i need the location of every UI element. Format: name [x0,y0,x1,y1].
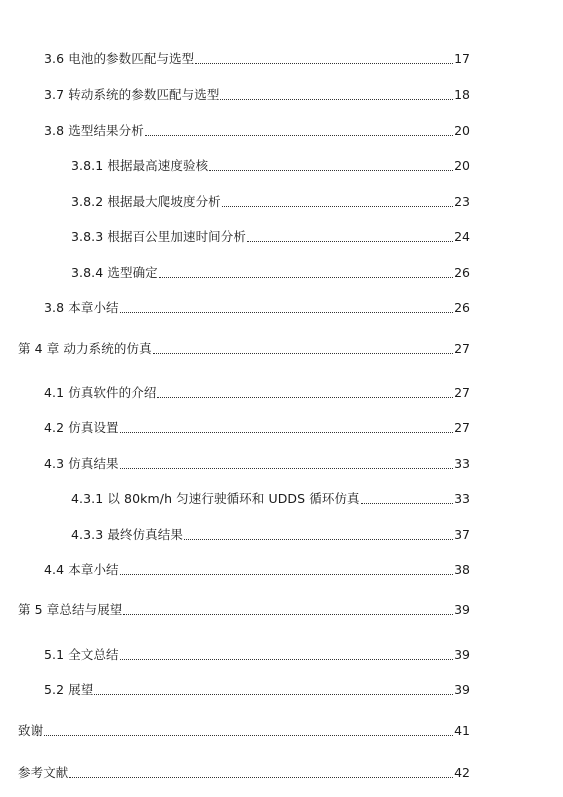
toc-entry[interactable] [44,680,470,698]
toc-entry[interactable] [71,489,470,507]
toc-entry-title: 4.3 仿真结果 [44,456,119,471]
toc-dot-leader [69,777,453,778]
toc-page-number: 18 [454,87,470,102]
toc-entry[interactable] [71,227,470,245]
toc-page-number: 27 [454,385,470,400]
toc-entry[interactable] [44,85,470,103]
toc-entry[interactable] [18,763,470,781]
toc-page-number: 42 [454,765,470,780]
toc-entry-title: 第 4 章 动力系统的仿真 [18,341,152,356]
toc-entry-title: 第 5 章总结与展望 [18,602,123,617]
toc-entry-title: 4.1 仿真软件的介绍 [44,385,157,400]
toc-dot-leader [120,659,453,660]
toc-entry[interactable] [71,525,470,543]
toc-page-number: 33 [454,491,470,506]
toc-page-number: 39 [454,647,470,662]
toc-entry[interactable] [44,121,470,139]
toc-entry-title: 3.8.2 根据最大爬坡度分析 [71,194,221,209]
toc-entry-title: 3.8 本章小结 [44,300,119,315]
toc-entry-title: 4.2 仿真设置 [44,420,119,435]
toc-page-number: 24 [454,229,470,244]
toc-page-number: 27 [454,341,470,356]
toc-entry-title: 3.8.3 根据百公里加速时间分析 [71,229,246,244]
toc-dot-leader [184,539,453,540]
toc-entry-title: 4.3.1 以 80km/h 匀速行驶循环和 UDDS 循环仿真 [71,491,360,506]
toc-page-number: 26 [454,300,470,315]
toc-page-number: 39 [454,682,470,697]
toc-dot-leader [195,63,453,64]
toc-dot-leader [120,468,453,469]
toc-dot-leader [94,694,453,695]
toc-dot-leader [157,397,453,398]
toc-entry-title: 3.8 选型结果分析 [44,123,144,138]
toc-entry-title: 3.8.1 根据最高速度验核 [71,158,209,173]
toc-entry-title: 3.7 转动系统的参数匹配与选型 [44,87,220,102]
toc-dot-leader [220,99,453,100]
toc-dot-leader [209,170,453,171]
toc-entry[interactable] [44,645,470,663]
toc-page-number: 17 [454,51,470,66]
toc-entry[interactable] [18,600,470,618]
toc-page-number: 26 [454,265,470,280]
toc-dot-leader [247,241,453,242]
toc-entry[interactable] [44,49,470,67]
toc-entry[interactable] [44,560,470,578]
toc-dot-leader [145,135,453,136]
toc-dot-leader [159,277,453,278]
toc-entry-title: 3.8.4 选型确定 [71,265,158,280]
toc-dot-leader [120,432,453,433]
toc-entry[interactable] [44,298,470,316]
toc-entry[interactable] [71,263,470,281]
toc-dot-leader [120,574,453,575]
toc-page-number: 23 [454,194,470,209]
toc-entry[interactable] [44,418,470,436]
toc-page-number: 38 [454,562,470,577]
toc-entry-title: 致谢 [18,723,44,738]
toc-page-number: 20 [454,158,470,173]
toc-entry[interactable] [71,192,470,210]
toc-entry[interactable] [71,156,470,174]
toc-entry-title: 4.4 本章小结 [44,562,119,577]
toc-dot-leader [44,735,453,736]
toc-entry[interactable] [18,339,470,357]
toc-page-number: 27 [454,420,470,435]
toc-entry[interactable] [18,721,470,739]
toc-entry-title: 5.2 展望 [44,682,94,697]
toc-page-number: 41 [454,723,470,738]
toc-page-number: 37 [454,527,470,542]
toc-dot-leader [153,353,453,354]
toc-page-number: 20 [454,123,470,138]
toc-entry[interactable] [44,454,470,472]
toc-entry-title: 4.3.3 最终仿真结果 [71,527,183,542]
toc-page-number: 39 [454,602,470,617]
toc-entry-title: 3.6 电池的参数匹配与选型 [44,51,195,66]
toc-dot-leader [120,312,453,313]
toc-page-number: 33 [454,456,470,471]
toc-entry[interactable] [44,383,470,401]
toc-dot-leader [123,614,453,615]
toc-entry-title: 5.1 全文总结 [44,647,119,662]
toc-dot-leader [361,503,453,504]
toc-dot-leader [222,206,453,207]
toc-entry-title: 参考文献 [18,765,69,780]
